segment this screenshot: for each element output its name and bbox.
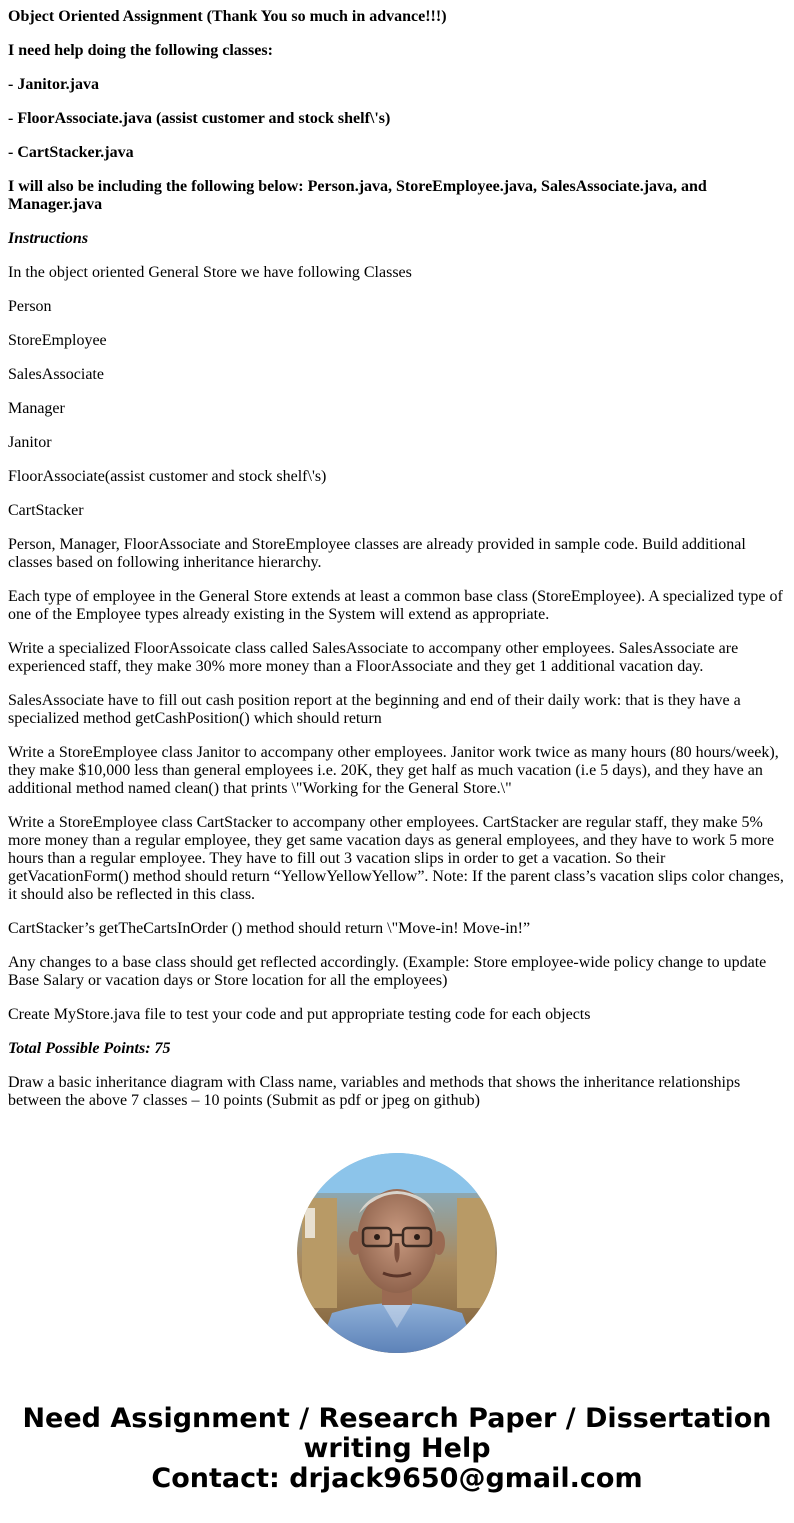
class-item-cartstacker: - CartStacker.java <box>8 144 134 161</box>
class-name-floorassociate: FloorAssociate(assist customer and stock shelf\'s) <box>8 468 327 485</box>
promo-contact: Contact: drjack9650@gmail.com <box>151 1463 643 1494</box>
included-files-note: I will also be including the following below: Person.java, StoreEmployee.java, SalesAssociate.java, and Manager.java <box>8 178 707 213</box>
instructions-heading: Instructions <box>8 230 89 247</box>
promo-line-2: writing Help <box>303 1433 491 1464</box>
paragraph-base-changes: Any changes to a base class should get reflected accordingly. (Example: Store employee-wide policy change to update Base Salary or vacation days or Store location for all the employees) <box>8 954 767 989</box>
class-item-janitor: - Janitor.java <box>8 76 99 93</box>
paragraph-cartstacker: Write a StoreEmployee class CartStacker to accompany other employees. CartStacker are regular staff, they make 5% more money than a regular employee, they get same vacation days as general employees, and they have to work 5 more hours than a regular employee. They have to fill out 3 vacation slips in order to get a vacation. So their getVacationForm() method should return “YellowYellowYellow”. Note: If the parent class’s vacation slips color changes, it should also be reflected in this class. <box>8 814 784 903</box>
class-name-manager: Manager <box>8 400 65 417</box>
document-title: Object Oriented Assignment (Thank You so much in advance!!!) <box>8 8 447 25</box>
promo-line-1: Need Assignment / Research Paper / Dissertation <box>22 1403 772 1434</box>
total-points: Total Possible Points: 75 <box>8 1040 171 1057</box>
class-name-cartstacker: CartStacker <box>8 502 84 519</box>
paragraph-salesassociate: Write a specialized FloorAssoicate class called SalesAssociate to accompany other employees. SalesAssociate are experienced staff, they make 30% more money than a FloorAssociate and they get 1 additional vacation day. <box>8 640 739 675</box>
class-name-person: Person <box>8 298 52 315</box>
instructions-intro: In the object oriented General Store we have following Classes <box>8 264 412 281</box>
class-name-janitor: Janitor <box>8 434 52 451</box>
paragraph-mystore: Create MyStore.java file to test your code and put appropriate testing code for each objects <box>8 1006 591 1023</box>
paragraph-provided-classes: Person, Manager, FloorAssociate and StoreEmployee classes are already provided in sample code. Build additional classes based on following inheritance hierarchy. <box>8 536 746 571</box>
class-name-salesassociate: SalesAssociate <box>8 366 104 383</box>
help-request: I need help doing the following classes: <box>8 42 273 59</box>
class-name-storeemployee: StoreEmployee <box>8 332 107 349</box>
paragraph-base-class: Each type of employee in the General Store extends at least a common base class (StoreEmployee). A specialized type of one of the Employee types already existing in the System will extend as appropriate. <box>8 588 783 623</box>
paragraph-cash-position: SalesAssociate have to fill out cash position report at the beginning and end of their daily work: that is they have a specialized method getCashPosition() which should return <box>8 692 741 727</box>
paragraph-carts-in-order: CartStacker’s getTheCartsInOrder () method should return \"Move-in! Move-in!” <box>8 920 531 937</box>
paragraph-diagram: Draw a basic inheritance diagram with Class name, variables and methods that shows the inheritance relationships between the above 7 classes – 10 points (Submit as pdf or jpeg on github) <box>8 1074 741 1109</box>
promo-banner <box>0 1404 794 1494</box>
paragraph-janitor: Write a StoreEmployee class Janitor to accompany other employees. Janitor work twice as many hours (80 hours/week), they make $10,000 less than general employees i.e. 20K, they get half as much vacation (i.e 5 days), and they have an additional method named clean() that prints \"Working for the General Store.\" <box>8 744 779 797</box>
avatar <box>297 1153 497 1353</box>
class-item-floorassociate: - FloorAssociate.java (assist customer and stock shelf\'s) <box>8 110 391 127</box>
portrait-photo <box>297 1153 497 1353</box>
